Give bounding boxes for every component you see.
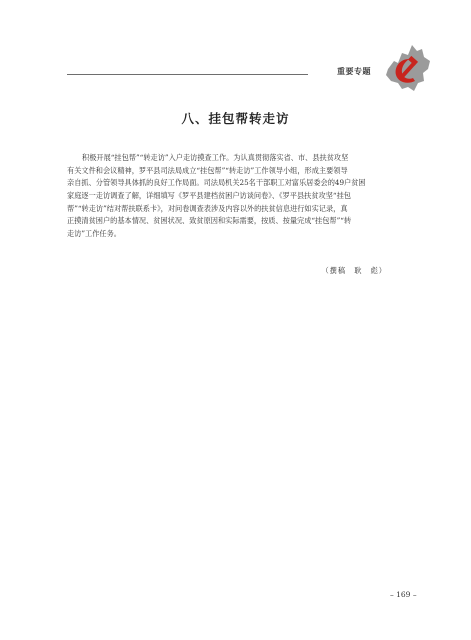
body-line: 走访”工作任务。 <box>67 229 121 239</box>
body-line: 正摸清贫困户的基本情况、贫困状况、致贫原因和实际需要，按质、按量完成“挂包帮”“转 <box>67 216 352 226</box>
body-line: 亲自抓、分管领导具体抓的良好工作局面。司法局机关25名干部职工对富乐居委会的49户贫困 <box>67 178 366 188</box>
body-line: 积极开展“挂包帮”“转走访”入户走访摸查工作。为认真贯彻落实省、市、县扶贫攻坚 <box>82 153 349 162</box>
header-rule <box>67 74 308 75</box>
article-body <box>67 152 387 241</box>
body-line: 帮”“转走访”结对帮扶联系卡》，对问卷调查表涉及内容以外的扶贫信息进行如实记录，真 <box>67 203 348 213</box>
hammer-sickle-map-icon <box>382 39 432 95</box>
body-line: 家庭逐一走访调查了解，详细填写《罗平县建档贫困户访谈问卷》、《罗平县扶贫攻坚“挂包 <box>67 191 351 201</box>
author-signature: （撰稿 耿 彪） <box>321 266 387 275</box>
body-line: 有关文件和会议精神，罗平县司法局成立“挂包帮”“转走访”工作领导小组，形成主要领导 <box>67 165 348 175</box>
section-label: 重要专题 <box>337 67 371 76</box>
page-number: – 169 – <box>390 590 417 599</box>
article-title: 八、挂包帮转走访 <box>181 111 290 126</box>
